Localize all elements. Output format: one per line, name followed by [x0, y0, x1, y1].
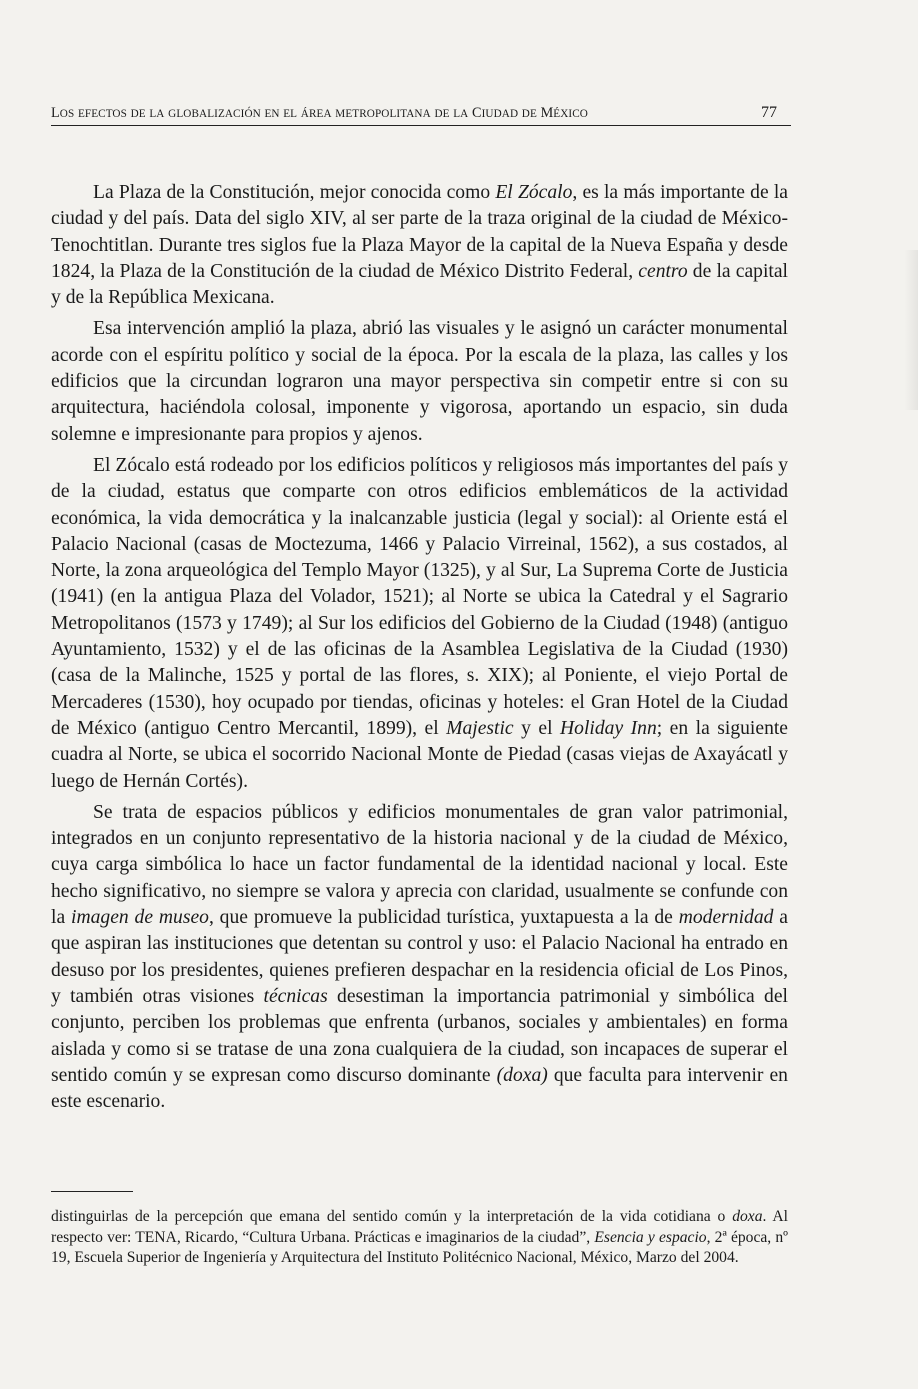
page-edge-shadow: [904, 250, 918, 410]
text-run: desestiman la importancia patrimonial y simbólica del conjunto, perciben los problemas que enfrenta (urbanos, sociales y ambientales) en forma aislada y como si se tratase de una zona cualquiera de la ciudad, son incapaces de superar el sentido común y se expresan como discurso dominante: [51, 985, 788, 1086]
text-run: que faculta para intervenir en este escenario.: [51, 1064, 788, 1113]
italic-run: Esencia y espacio: [594, 1228, 707, 1246]
italic-run: modernidad: [678, 907, 774, 929]
italic-run: doxa: [732, 1208, 763, 1225]
paragraph-3: [51, 453, 788, 795]
text-run: ; en la siguiente cuadra al Norte, se ubica el socorrido Nacional Monte de Piedad (casas viejas de Axayácatl y luego de Hernán Cortés).: [51, 717, 789, 792]
footnote: [51, 1207, 788, 1269]
paragraph-2: [51, 316, 788, 447]
text-run: Se trata de espacios públicos y edificios monumentales de gran valor patrimonial, integrados en un conjunto representativo de la historia nacional y de la ciudad de México, cuya carga simbólica lo hace un factor fundamental de la identidad nacional y local. Este hecho significativo, no siempre se valora y aprecia con claridad, usualmente se confunde con la: [51, 801, 788, 929]
page-number: 77: [761, 104, 777, 121]
text-run: distinguirlas de la percepción que emana del sentido común y la interpretación de la vida cotidiana o: [51, 1208, 733, 1225]
footnote-text: [51, 1207, 788, 1269]
text-run: de la capital y de la República Mexicana.: [51, 260, 788, 309]
italic-run: técnicas: [263, 985, 328, 1007]
text-run: y el: [513, 717, 561, 739]
text-run: Esa intervención amplió la plaza, abrió las visuales y le asignó un carácter monumental acorde con el espíritu político y social de la época. Por la escala de la plaza, las calles y los edificios que la circundan lograron una mayor perspectiva sin competir entre si con su arquitectura, haciéndola colosal, imponente y vigorosa, aportando un espacio, sin duda solemne e impresionante para propios y ajenos.: [51, 318, 788, 445]
italic-run: Holiday Inn: [560, 717, 657, 739]
running-title: LOS EFECTOS DE LA GLOBALIZACIÓN EN EL ÁREA METROPOLITANA DE LA CIUDAD DE MÉXICO: [51, 105, 588, 121]
text-run: , que promueve la publicidad turística, yuxtapuesta a la de: [208, 907, 679, 929]
paragraph-1: [51, 180, 788, 311]
text-run: a que aspiran las instituciones que detentan su control y uso: el Palacio Nacional ha entrado en desuso por los presidentes, quienes prefieren despachar en la residencia oficial de Los Pinos, y también otras visiones: [51, 907, 788, 1007]
italic-run: El Zócalo: [495, 182, 573, 203]
text-run: La Plaza de la Constitución, mejor conocida como: [93, 182, 496, 203]
text-run: , 2ª época, nº 19, Escuela Superior de Ingeniería y Arquitectura del Instituto Politécnico Nacional, México, Marzo del 2004.: [51, 1228, 789, 1267]
paragraph-4: [51, 800, 788, 1116]
footnote-rule: [51, 1191, 133, 1192]
text-run: El Zócalo está rodeado por los edificios políticos y religiosos más importantes del país y de la ciudad, estatus que comparte con otros edificios emblemáticos de la actividad económica, la vida democrática y la inalcanzable justicia (legal y social): al Oriente está el Palacio Nacional (casas de Moctezuma, 1466 y Palacio Virreinal, 1562), a sus costados, al Norte, la zona arqueológica del Templo Mayor (1325), y al Sur, La Suprema Corte de Justicia (1941) (en la antigua Plaza del Volador, 1521); al Norte se ubica la Catedral y el Sagrario Metropolitanos (1573 y 1749); al Sur los edificios del Gobierno de la Ciudad (1948) (antiguo Ayuntamiento, 1532) y el de las oficinas de la Asamblea Legislativa de la Ciudad (1930) (casa de la Malinche, 1525 y portal de las flores, s. XIX); al Poniente, el viejo Portal de Mercaderes (1530), hoy ocupado por tiendas, oficinas y hoteles: el Gran Hotel de la Ciudad de México (antiguo Centro Mercantil, 1899), el: [51, 454, 788, 739]
italic-run: centro: [638, 260, 688, 282]
text-run: . Al respecto ver: TENA, Ricardo, “Cultura Urbana. Prácticas e imaginarios de la ciudad”,: [51, 1208, 788, 1246]
italic-run: Majestic: [446, 717, 514, 739]
running-head: [51, 104, 791, 126]
text-run: , es la más importante de la ciudad y del país. Data del siglo XIV, al ser parte de la traza original de la ciudad de México-Tenochtitlan. Durante tres siglos fue la Plaza Mayor de la capital de la Nueva España y desde 1824, la Plaza de la Constitución de la ciudad de México Distrito Federal,: [51, 182, 788, 282]
italic-run: imagen de museo: [71, 907, 209, 929]
body-text: [51, 180, 788, 1115]
italic-run: (doxa): [496, 1064, 548, 1086]
